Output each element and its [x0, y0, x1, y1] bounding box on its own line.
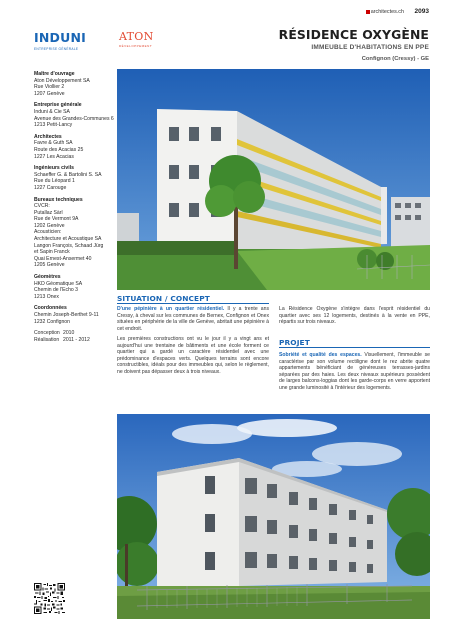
section-divider: [117, 303, 269, 304]
date-label: Conception: [34, 330, 60, 337]
credit-line: 1202 Genève: [34, 222, 65, 229]
credit-line: Quai Ernest-Ansermet 40: [34, 255, 92, 262]
credit-line: Chemin Joseph-Berthet 9-11: [34, 312, 99, 318]
credit-heading: Entreprise générale: [34, 102, 82, 109]
site-logo-icon: [366, 10, 370, 14]
induni-logo-text: INDUNI: [34, 30, 86, 45]
paragraph-lead: D'une pépinière à un quartier résidentiel.: [117, 306, 225, 312]
project-title: RÉSIDENCE OXYGÈNE: [278, 27, 429, 42]
credit-heading: Bureaux techniques: [34, 196, 83, 203]
credit-line: Rue Viollier 2: [34, 84, 65, 91]
section-divider: [279, 347, 430, 348]
date-row: [34, 337, 112, 344]
text-column-right-projet: [279, 352, 430, 395]
credit-line: 1213 Petit-Lancy: [34, 122, 73, 129]
credit-heading: Géomètres: [34, 274, 61, 281]
credit-line: Langon François, Schaad Jürg: [34, 242, 104, 249]
credit-line: 1207 Genève: [34, 90, 65, 97]
paragraph-intro: [117, 306, 269, 332]
credit-line: Architecture et Acoustique SA: [34, 236, 102, 243]
paragraph: La Résidence Oxygène s'intègre dans l'esprit résidentiel du quartier avec ses 12 logements, destinés à la vente en PPE, répartis sur trois niveaux.: [279, 306, 430, 325]
aton-logo-text: ATON: [119, 30, 154, 43]
credit-line: Schaeffer G. & Bartolini S. SA: [34, 171, 102, 178]
induni-logo-tagline: ENTREPRISE GÉNÉRALE: [34, 47, 79, 51]
credit-architects: [34, 134, 112, 160]
date-value: 2010: [63, 330, 75, 337]
credit-line: Route des Acacias 25: [34, 146, 84, 153]
page-number: 2093: [414, 8, 429, 15]
aton-logo-tagline: DÉVELOPPEMENT: [119, 44, 153, 48]
credit-line: et Sapin Franck: [34, 249, 70, 256]
text-column-left: [117, 306, 269, 379]
credit-heading: Architectes: [34, 133, 62, 140]
paragraph-lead: Sobriété et qualité des espaces.: [279, 352, 362, 358]
site-name: architectes.ch: [370, 9, 404, 15]
text-column-right: [279, 306, 430, 330]
credit-line: Acousticien:: [34, 229, 62, 236]
credit-line: Favre & Guth SA: [34, 140, 73, 147]
credit-surveyors: [34, 274, 112, 300]
site-label: [366, 9, 404, 15]
induni-logo: [34, 30, 86, 51]
section-heading-projet: PROJET: [279, 338, 310, 347]
credit-civil-engineers: [34, 165, 112, 191]
credit-technical-offices: [34, 197, 112, 270]
credit-line: Chemin de l'Echo 3: [34, 287, 79, 294]
credit-line: Avenue des Grandes-Communes 6: [34, 115, 114, 122]
credit-general-contractor: [34, 102, 112, 128]
credit-heading: Ingénieurs civils: [34, 165, 74, 172]
credit-line: CVCR:: [34, 203, 50, 210]
credit-line: Induni & Cie SA: [34, 108, 70, 115]
credit-line: 1205 Genève: [34, 262, 65, 269]
qr-code[interactable]: [34, 583, 65, 614]
credit-address: [34, 305, 112, 325]
credit-line: 1227 Carouge: [34, 184, 67, 191]
credit-line: Aton Développement SA: [34, 77, 90, 84]
credit-line: HKD Géomatique SA: [34, 280, 83, 287]
section-heading-situation: SITUATION / CONCEPT: [117, 294, 210, 303]
building-photo-rear: [117, 414, 430, 619]
paragraph-text: Visuellement, l'immeuble se caractérise par son volume rectiligne dont le rez abrite quatre appartements bénéficiant de généreuses terrasses-jardins séparées par des haies. Les deux niveaux supérieurs possèdent de larges balcons-loggias dont les garde-corps en verre apportent une grande luminosité à l'intérieur des logements.: [279, 352, 430, 391]
project-location: Confignon (Cressy) - GE: [361, 56, 429, 62]
date-row: [34, 330, 112, 337]
credit-line: Putallaz Sàrl: [34, 209, 63, 216]
credit-heading: Coordonnées: [34, 305, 67, 312]
building-photo-front: [117, 69, 430, 290]
project-subtitle: IMMEUBLE D'HABITATIONS EN PPE: [311, 44, 429, 51]
credit-owner: [34, 71, 112, 97]
paragraph-text: Il y a trente ans Cressy, à cheval sur les communes de Bernex, Confignon et Onex situées en périphérie de la ville de Genève, abritait une pépinière à cet endroit.: [117, 306, 270, 332]
date-value: 2011 - 2012: [63, 336, 90, 343]
credit-line: Rue du Léopard 1: [34, 178, 75, 185]
credit-line: 1232 Confignon: [34, 318, 70, 325]
project-credits-sidebar: [34, 71, 112, 348]
credit-line: Rue de Vermont 9A: [34, 216, 79, 223]
credit-heading: Maître d'ouvrage: [34, 71, 75, 77]
credit-dates: [34, 330, 112, 343]
credit-line: 1213 Onex: [34, 293, 59, 300]
credit-line: 1227 Les Acacias: [34, 153, 74, 160]
paragraph-projet: [279, 352, 430, 391]
date-label: Réalisation: [34, 336, 60, 343]
aton-logo: [119, 30, 154, 48]
paragraph: Les premières constructions ont vu le jour il y a vingt ans et aujourd'hui une trentaine de bâtiments et une école forment ce quartier qui a gardé un caractère résidentiel avec une prédominance d'espaces verts. Quelques terrains sont encore constructibles, idéals pour des immeubles qui, selon le règlement, ne doivent pas dépasser deux à trois niveaux.: [117, 336, 269, 375]
